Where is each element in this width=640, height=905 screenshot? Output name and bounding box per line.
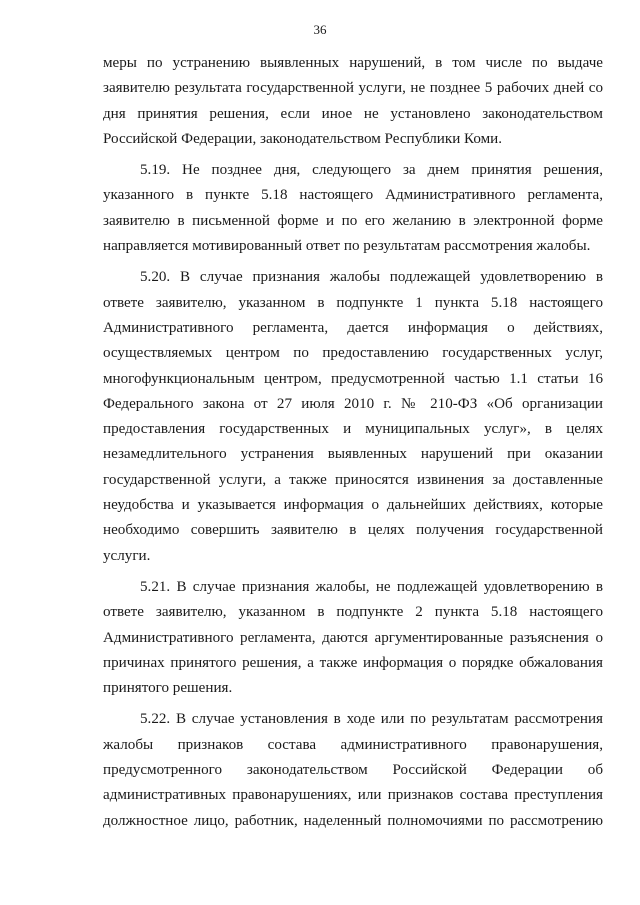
document-body bbox=[103, 51, 603, 840]
paragraph-5-20: 5.20. В случае признания жалобы подлежащей удовлетворению в ответе заявителю, указанном в подпункте 1 пункта 5.18 настоящего Административного регламента, дается информация о действиях, осуществляемых центром по предоставлению государственных услуг, многофункциональным центром, предусмотренной частью 1.1 статьи 16 Федерального закона от 27 июля 2010 г. № 210-ФЗ «Об организации предоставления государственных и муниципальных услуг», в целях незамедлительного устранения выявленных нарушений при оказании государственной услуги, а также приносятся извинения за доставленные неудобства и указывается информация о дальнейших действиях, которые необходимо совершить заявителю в целях получения государственной услуги. bbox=[103, 269, 603, 564]
paragraph-continuation: меры по устранению выявленных нарушений, в том числе по выдаче заявителю результата государственной услуги, не позднее 5 рабочих дней со дня принятия решения, если иное не установлено законодательством Российской Федерации, законодательством Республики Коми. bbox=[103, 55, 603, 147]
paragraph-5-19: 5.19. Не позднее дня, следующего за днем принятия решения, указанного в пункте 5.18 настоящего Административного регламента, заявителю в письменной форме и по его желанию в электронной форме направляется мотивированный ответ по результатам рассмотрения жалобы. bbox=[103, 162, 603, 255]
page-number: 36 bbox=[313, 22, 327, 37]
paragraph-5-22: 5.22. В случае установления в ходе или по результатам рассмотрения жалобы признаков состава административного правонарушения, предусмотренного законодательством Российской Федерации об административных правонарушениях, или признаков состава преступления должностное лицо, работник, наделенный полномочиями по рассмотрению bbox=[103, 711, 603, 829]
paragraph-5-21: 5.21. В случае признания жалобы, не подлежащей удовлетворению в ответе заявителю, указанном в подпункте 2 пункта 5.18 настоящего Административного регламента, даются аргументированные разъяснения о причинах принятого решения, а также информация о порядке обжалования принятого решения. bbox=[103, 578, 603, 697]
